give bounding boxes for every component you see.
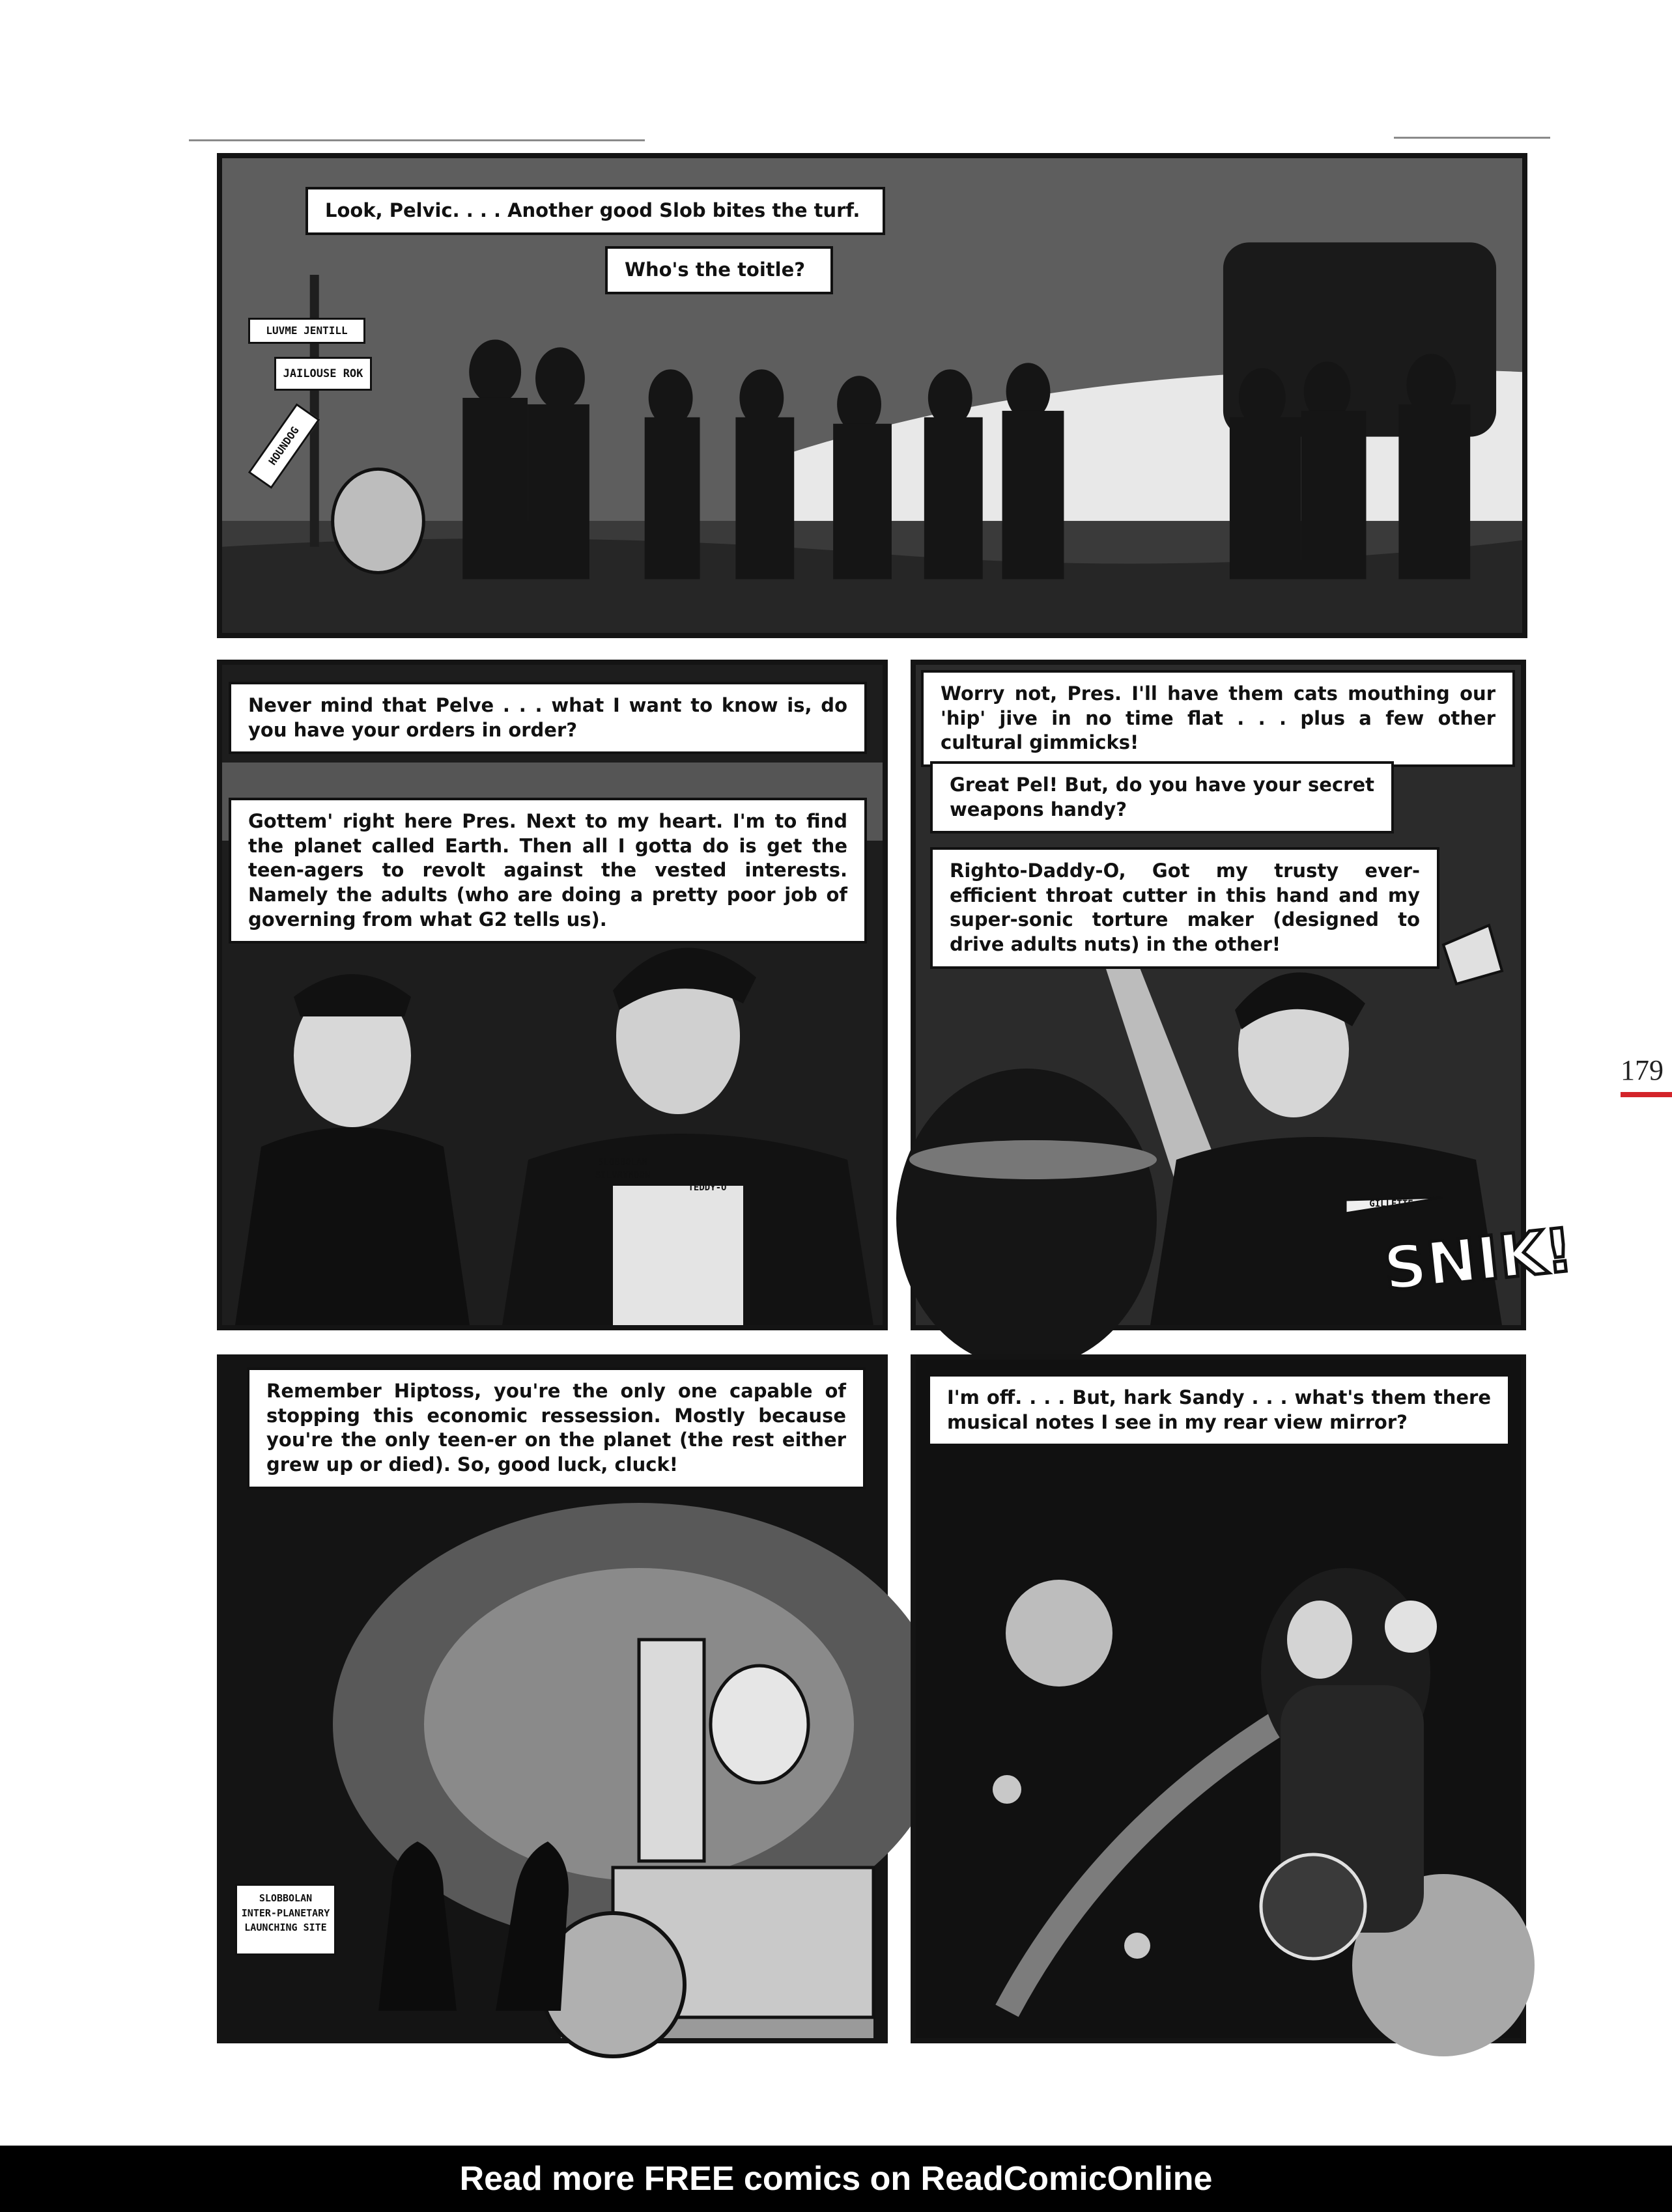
panel-2 <box>217 660 888 1330</box>
footer-text[interactable]: Read more FREE comics on ReadComicOnline <box>459 2160 1213 2198</box>
footer-banner[interactable] <box>0 2146 1672 2212</box>
panel-1-balloon-2: Who's the toitle? <box>605 246 833 294</box>
shirt-text-slobbolan: SLOBBOLAN SILVRYMOON <box>595 1157 651 1181</box>
sign-jailouse-rok: JAILOUSE ROK <box>274 357 372 391</box>
panel-1 <box>217 153 1527 638</box>
panel-4 <box>217 1354 888 2043</box>
launching-site-sign: SLOBBOLAN INTER-PLANETARY LAUNCHING SITE <box>235 1884 336 1955</box>
shirt-text-teddy: TEDDY-O <box>688 1183 727 1193</box>
panel-3-balloon-3: Righto-Daddy-O, Got my trusty ever-efficient throat cutter in this hand and my super-sonic torture maker (designed to drive adults nuts) in the other! <box>930 847 1439 969</box>
panel-2-balloon-1: Never mind that Pelve . . . what I want to know is, do you have your orders in order? <box>229 682 867 754</box>
sign-luvme-jentill: LUVME JENTILL <box>248 318 365 344</box>
top-rule-left <box>189 139 645 141</box>
page-number: 179 <box>1621 1054 1664 1086</box>
panel-5-balloon-1: I'm off. . . . But, hark Sandy . . . what's them there musical notes I see in my rear view mirror? <box>928 1374 1510 1446</box>
panel-3-balloon-2: Great Pel! But, do you have your secret weapons handy? <box>930 761 1394 833</box>
panel-2-art <box>222 665 883 1325</box>
panel-3 <box>911 660 1576 1330</box>
panel-2-balloon-2: Gottem' right here Pres. Next to my heart. I'm to find the planet called Earth. Then all I gotta do is get the teen-agers to revolt against the vested interests. Namely the adults (who are doing a pretty poor job of governing from what G2 tells us). <box>229 798 867 944</box>
top-rule-right <box>1394 137 1550 139</box>
snik-sound-effect: SNIK! <box>1380 1215 1576 1304</box>
sign-houndog: HOUNDOG <box>248 403 320 489</box>
panel-3-balloon-1: Worry not, Pres. I'll have them cats mouthing our 'hip' jive in no time flat . . . plus a few other cultural gimmicks! <box>921 670 1515 767</box>
blade-text-gillette: GILLETTE <box>1369 1199 1413 1209</box>
panel-5 <box>911 1354 1526 2043</box>
page-accent-tab <box>1621 1092 1672 1097</box>
panel-1-balloon-1: Look, Pelvic. . . . Another good Slob bites the turf. <box>305 187 885 235</box>
panel-5-art <box>916 1360 1521 2038</box>
panel-4-balloon-1: Remember Hiptoss, you're the only one capable of stopping this economic ressession. Mostly because you're the only teen-er on the planet (the rest either grew up or died). So, good luck, cluck! <box>247 1367 866 1489</box>
